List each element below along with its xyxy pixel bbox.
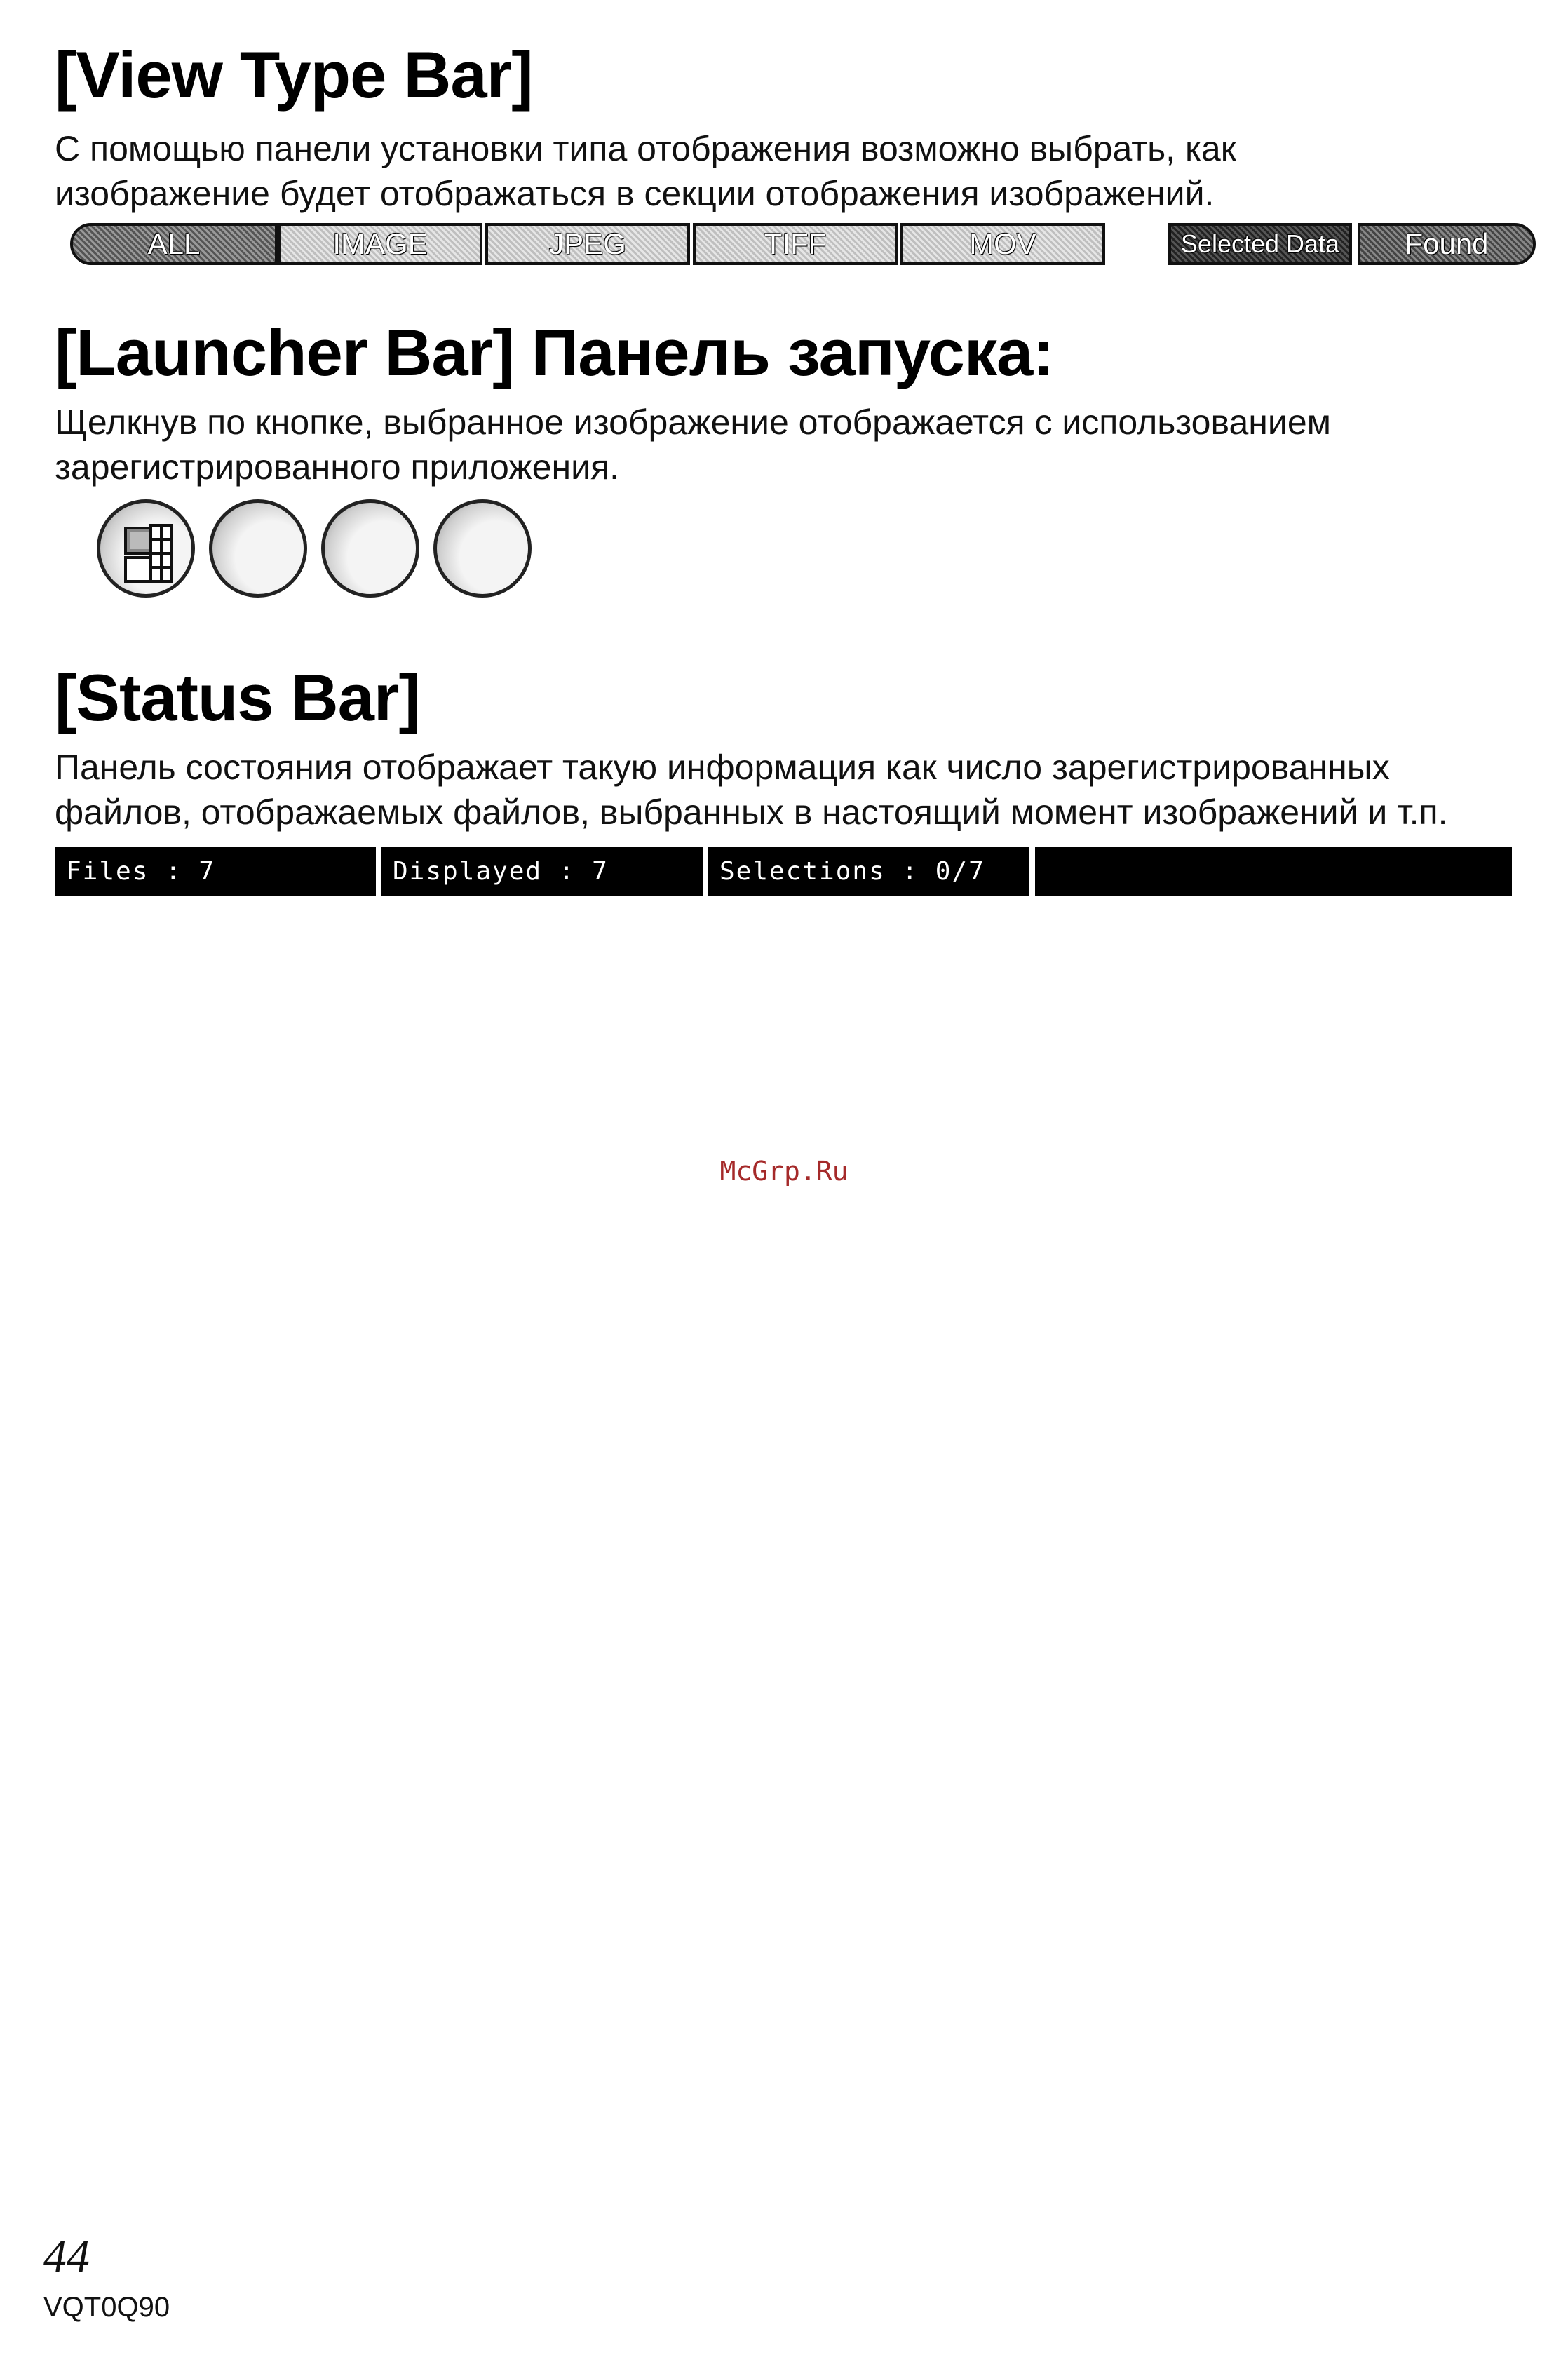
status-empty-cell: [1035, 847, 1512, 896]
launcher-button-3[interactable]: [321, 499, 419, 598]
view-image-button[interactable]: [278, 223, 482, 265]
status-bar: [55, 847, 1512, 899]
launcher-button-registered-app[interactable]: [97, 499, 195, 598]
view-type-heading: [View Type Bar]: [55, 38, 533, 112]
launcher-heading: [Launcher Bar] Панель запуска:: [55, 316, 1054, 389]
view-type-bar: [70, 223, 1536, 268]
view-type-section: [55, 36, 1527, 216]
found-label: Found: [1405, 227, 1489, 260]
status-section: [55, 659, 1527, 835]
view-mov-button[interactable]: [900, 223, 1105, 265]
launcher-bar: [97, 499, 546, 605]
view-image-label: IMAGE: [332, 227, 428, 260]
document-code: VQT0Q90: [43, 2292, 170, 2323]
view-tiff-label: TIFF: [764, 227, 827, 260]
view-type-description: С помощью панели установки типа отображения возможно выбрать, как изображение будет отображаться в секции отображения изображений.: [55, 129, 1236, 213]
status-heading: [Status Bar]: [55, 661, 420, 734]
launcher-button-4[interactable]: [433, 499, 532, 598]
view-jpeg-label: JPEG: [549, 227, 626, 260]
launcher-section: [55, 314, 1527, 490]
view-mov-label: MOV: [969, 227, 1036, 260]
status-selections: Selections : 0/7: [708, 847, 1029, 896]
status-files: Files : 7: [55, 847, 376, 896]
page-number: 44: [43, 2231, 90, 2282]
view-all-label: ALL: [147, 227, 201, 260]
view-jpeg-button[interactable]: [485, 223, 690, 265]
view-all-button[interactable]: [70, 223, 278, 265]
launcher-button-2[interactable]: [209, 499, 307, 598]
selected-data-button[interactable]: [1168, 223, 1352, 265]
found-button[interactable]: [1358, 223, 1536, 265]
launcher-description: Щелкнув по кнопке, выбранное изображение отображается с использованием зарегистрированного приложения.: [55, 403, 1331, 487]
view-tiff-button[interactable]: [693, 223, 898, 265]
image-grid-icon: [120, 518, 179, 586]
selected-data-label: Selected Data: [1180, 229, 1340, 258]
watermark: McGrp.Ru: [719, 1156, 849, 1187]
status-displayed: Displayed : 7: [381, 847, 703, 896]
status-description: Панель состояния отображает такую информация как число зарегистрированных файлов, отображаемых файлов, выбранных в настоящий момент изображений и т.п.: [55, 748, 1448, 832]
